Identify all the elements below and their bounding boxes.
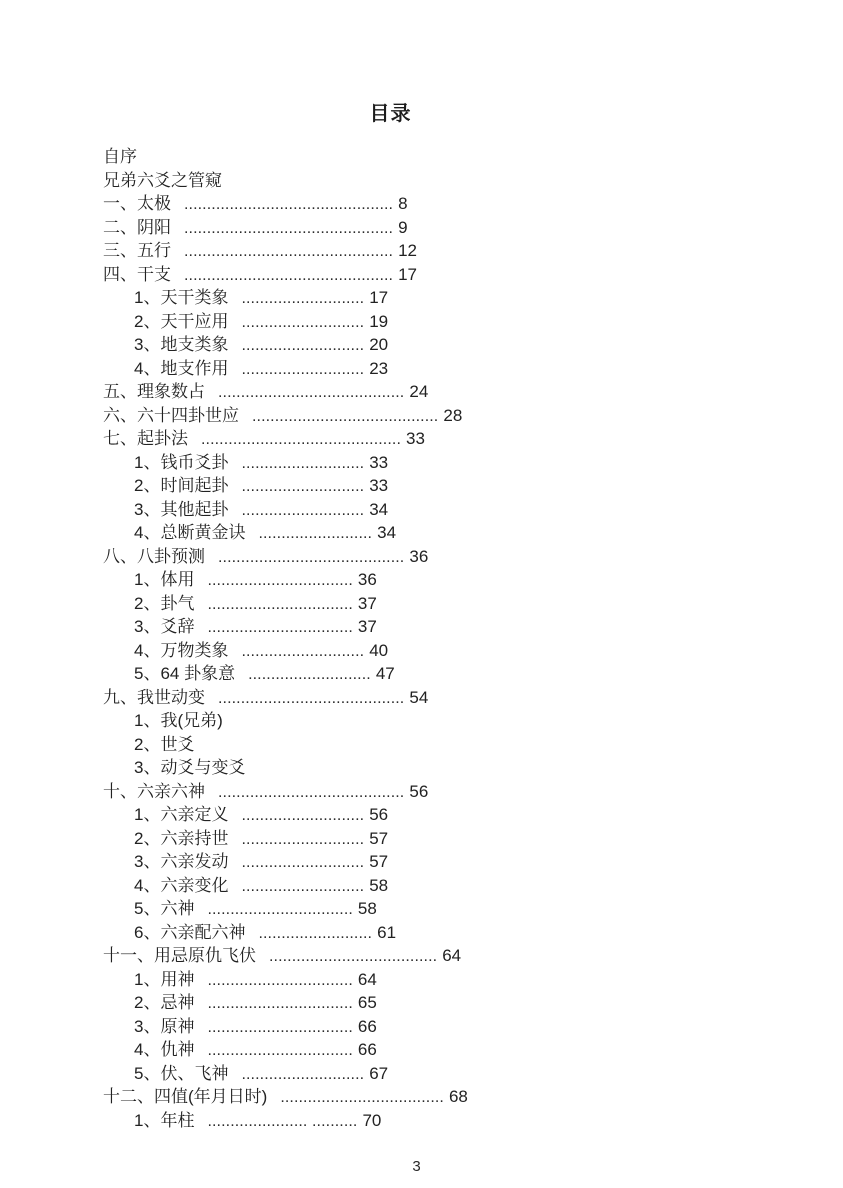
toc-entry-label: 1、体用	[134, 570, 195, 589]
toc-entry	[0, 874, 843, 898]
table-of-contents	[0, 145, 843, 1132]
toc-entry-label: 1、钱币爻卦	[134, 452, 229, 472]
toc-page-number: 23	[369, 358, 389, 378]
toc-entry	[0, 756, 843, 780]
toc-entry-label: 六、六十四卦世应	[103, 405, 239, 425]
toc-dot-leader: ..............................................	[184, 196, 394, 213]
toc-entry	[0, 639, 843, 663]
toc-entry-label: 九、我世动变	[103, 687, 205, 707]
toc-entry	[0, 968, 843, 992]
toc-entry-label: 3、爻辞	[134, 617, 195, 636]
toc-dot-leader: ............................................	[201, 431, 401, 448]
toc-entry	[0, 709, 843, 733]
toc-entry	[0, 521, 843, 545]
toc-dot-leader: ................................	[207, 901, 353, 918]
toc-page-number: 36	[409, 546, 429, 566]
toc-page-number: 28	[443, 405, 463, 425]
toc-dot-leader: ...........................	[241, 290, 365, 307]
toc-dot-leader: ...........................	[241, 454, 365, 472]
toc-dot-leader: .........................................	[218, 548, 405, 566]
toc-entry-label: 6、六亲配六神	[134, 922, 246, 942]
toc-entry-label: 2、时间起卦	[134, 476, 229, 495]
toc-page-number: 37	[357, 593, 377, 613]
toc-entry-label: 4、万物类象	[134, 640, 229, 660]
toc-entry	[0, 545, 843, 569]
toc-dot-leader: .........................................	[218, 783, 405, 801]
toc-entry	[0, 827, 843, 851]
toc-dot-leader: .........................	[258, 924, 373, 942]
toc-page-number: 9	[398, 217, 408, 237]
toc-dot-leader: ...........................	[241, 830, 365, 848]
toc-entry-label: 3、地支类象	[134, 335, 229, 354]
toc-entry-label: 5、伏、飞神	[134, 1063, 229, 1083]
toc-entry	[0, 615, 843, 639]
toc-entry	[0, 404, 843, 428]
toc-entry-label: 3、原神	[134, 1016, 195, 1036]
toc-page-number: 17	[369, 288, 389, 307]
toc-dot-leader: ....................................	[280, 1089, 444, 1106]
toc-entry-label: 七、起卦法	[103, 429, 188, 448]
toc-dot-leader: ..............................................	[184, 243, 394, 260]
toc-entry-label: 1、用神	[134, 969, 195, 989]
toc-entry	[0, 1109, 843, 1133]
toc-dot-leader: ...................... ..........	[207, 1112, 358, 1130]
toc-entry-label: 四、干支	[103, 264, 171, 284]
toc-page-number: 17	[398, 264, 418, 284]
toc-entry-label: 1、天干类象	[134, 288, 229, 307]
toc-entry	[0, 216, 843, 240]
toc-entry-label: 十、六亲六神	[103, 781, 205, 801]
toc-entry-label: 2、六亲持世	[134, 828, 229, 848]
toc-dot-leader: ...........................	[241, 1065, 365, 1083]
toc-entry	[0, 263, 843, 287]
toc-page-number: 12	[398, 241, 418, 260]
toc-entry	[0, 1015, 843, 1039]
toc-page-number: 34	[369, 499, 389, 519]
toc-entry-label: 2、忌神	[134, 993, 195, 1012]
toc-dot-leader: .........................	[258, 525, 373, 542]
toc-entry-label: 4、总断黄金诀	[134, 523, 246, 542]
toc-entry	[0, 380, 843, 404]
toc-dot-leader: ..............................................	[184, 266, 394, 284]
toc-entry-label: 2、天干应用	[134, 311, 229, 331]
toc-entry	[0, 921, 843, 945]
toc-page-number: 66	[357, 1040, 377, 1059]
toc-entry	[0, 192, 843, 216]
toc-dot-leader: .........................................	[218, 384, 405, 401]
toc-dot-leader: ...........................	[241, 877, 365, 895]
toc-dot-leader: ................................	[207, 1042, 353, 1059]
toc-page-number: 58	[357, 899, 377, 918]
toc-page-number: 64	[442, 946, 462, 965]
toc-entry-label: 十一、用忌原仇飞伏	[103, 946, 256, 965]
toc-page-number: 33	[406, 429, 425, 448]
toc-entry	[0, 286, 843, 310]
toc-page-number: 34	[377, 523, 397, 542]
toc-entry-label: 自序	[103, 147, 137, 166]
toc-entry	[0, 662, 843, 686]
toc-entry	[0, 357, 843, 381]
toc-dot-leader: ...........................	[248, 666, 371, 683]
toc-dot-leader: ...........................	[241, 501, 365, 519]
toc-entry-label: 3、其他起卦	[134, 499, 229, 519]
toc-entry-label: 3、六亲发动	[134, 852, 229, 871]
toc-entry-label: 二、阴阳	[103, 217, 171, 237]
toc-entry-label: 5、64 卦象意	[134, 664, 236, 683]
toc-page-number: 37	[357, 617, 377, 636]
toc-page-number: 36	[357, 570, 377, 589]
toc-page-number: 33	[369, 452, 389, 472]
toc-entry	[0, 780, 843, 804]
toc-page-number: 54	[409, 687, 429, 707]
toc-entry-label: 兄弟六爻之管窥	[103, 170, 222, 190]
toc-entry	[0, 686, 843, 710]
toc-page-number: 47	[375, 664, 395, 683]
toc-dot-leader: ................................	[207, 619, 353, 636]
toc-page-number: 66	[357, 1016, 377, 1036]
page-title: 目录	[369, 103, 412, 125]
footer-page-number: 3	[412, 1158, 421, 1175]
toc-entry	[0, 991, 843, 1015]
toc-dot-leader: ..............................................	[184, 219, 394, 237]
toc-page-number: 56	[369, 805, 389, 824]
toc-entry-label: 5、六神	[134, 899, 195, 918]
toc-entry-label: 五、理象数占	[103, 382, 205, 401]
toc-dot-leader: ...........................	[241, 313, 365, 331]
toc-page-number: 8	[398, 194, 408, 213]
toc-dot-leader: ................................	[207, 572, 353, 589]
toc-entry	[0, 451, 843, 475]
toc-page-number: 33	[369, 476, 389, 495]
toc-entry-label: 4、六亲变化	[134, 875, 229, 895]
toc-entry-label: 1、六亲定义	[134, 805, 229, 824]
toc-dot-leader: ................................	[207, 971, 353, 989]
toc-page-number: 20	[369, 335, 389, 354]
toc-entry-label: 4、地支作用	[134, 358, 229, 378]
toc-dot-leader: .........................................	[218, 689, 405, 707]
toc-entry	[0, 803, 843, 827]
toc-entry-label: 一、太极	[103, 194, 171, 213]
toc-dot-leader: ................................	[207, 995, 353, 1012]
toc-page-number: 19	[369, 311, 389, 331]
toc-page-number: 24	[409, 382, 429, 401]
toc-entry-label: 八、八卦预测	[103, 546, 205, 566]
toc-page-number: 68	[448, 1087, 468, 1106]
toc-dot-leader: ...........................	[241, 642, 365, 660]
toc-page-number: 64	[357, 969, 377, 989]
toc-page-number: 65	[357, 993, 377, 1012]
toc-entry	[0, 592, 843, 616]
toc-dot-leader: ...........................	[241, 807, 365, 824]
toc-entry	[0, 1038, 843, 1062]
toc-dot-leader: .....................................	[269, 948, 438, 965]
toc-dot-leader: ...........................	[241, 337, 365, 354]
toc-page-number: 67	[369, 1063, 389, 1083]
toc-entry	[0, 427, 843, 451]
toc-entry	[0, 733, 843, 757]
toc-entry	[0, 850, 843, 874]
toc-entry	[0, 1085, 843, 1109]
toc-entry-label: 3、动爻与变爻	[134, 758, 246, 777]
toc-entry	[0, 944, 843, 968]
toc-entry-label: 2、世爻	[134, 734, 195, 754]
toc-entry	[0, 498, 843, 522]
toc-page-number: 61	[377, 922, 397, 942]
toc-entry-label: 2、卦气	[134, 593, 195, 613]
toc-page-number: 40	[369, 640, 389, 660]
toc-entry	[0, 239, 843, 263]
toc-dot-leader: ................................	[207, 595, 353, 613]
toc-entry-label: 三、五行	[103, 241, 171, 260]
toc-entry-label: 1、我(兄弟)	[134, 711, 223, 730]
toc-entry	[0, 568, 843, 592]
toc-entry	[0, 145, 843, 169]
toc-dot-leader: ...........................	[241, 360, 365, 378]
toc-entry	[0, 333, 843, 357]
toc-dot-leader: ................................	[207, 1018, 353, 1036]
toc-page-number: 70	[362, 1110, 382, 1130]
toc-dot-leader: .........................................	[252, 407, 439, 425]
toc-entry-label: 十二、四值(年月日时)	[103, 1087, 268, 1106]
toc-page-number: 56	[409, 781, 429, 801]
toc-page-number: 57	[369, 828, 389, 848]
toc-entry	[0, 897, 843, 921]
toc-entry-label: 1、年柱	[134, 1110, 195, 1130]
toc-entry	[0, 1062, 843, 1086]
toc-dot-leader: ...........................	[241, 854, 365, 871]
toc-entry	[0, 474, 843, 498]
toc-entry	[0, 169, 843, 193]
toc-page-number: 57	[369, 852, 389, 871]
toc-entry-label: 4、仇神	[134, 1040, 195, 1059]
toc-dot-leader: ...........................	[241, 478, 365, 495]
toc-entry	[0, 310, 843, 334]
toc-page-number: 58	[369, 875, 389, 895]
